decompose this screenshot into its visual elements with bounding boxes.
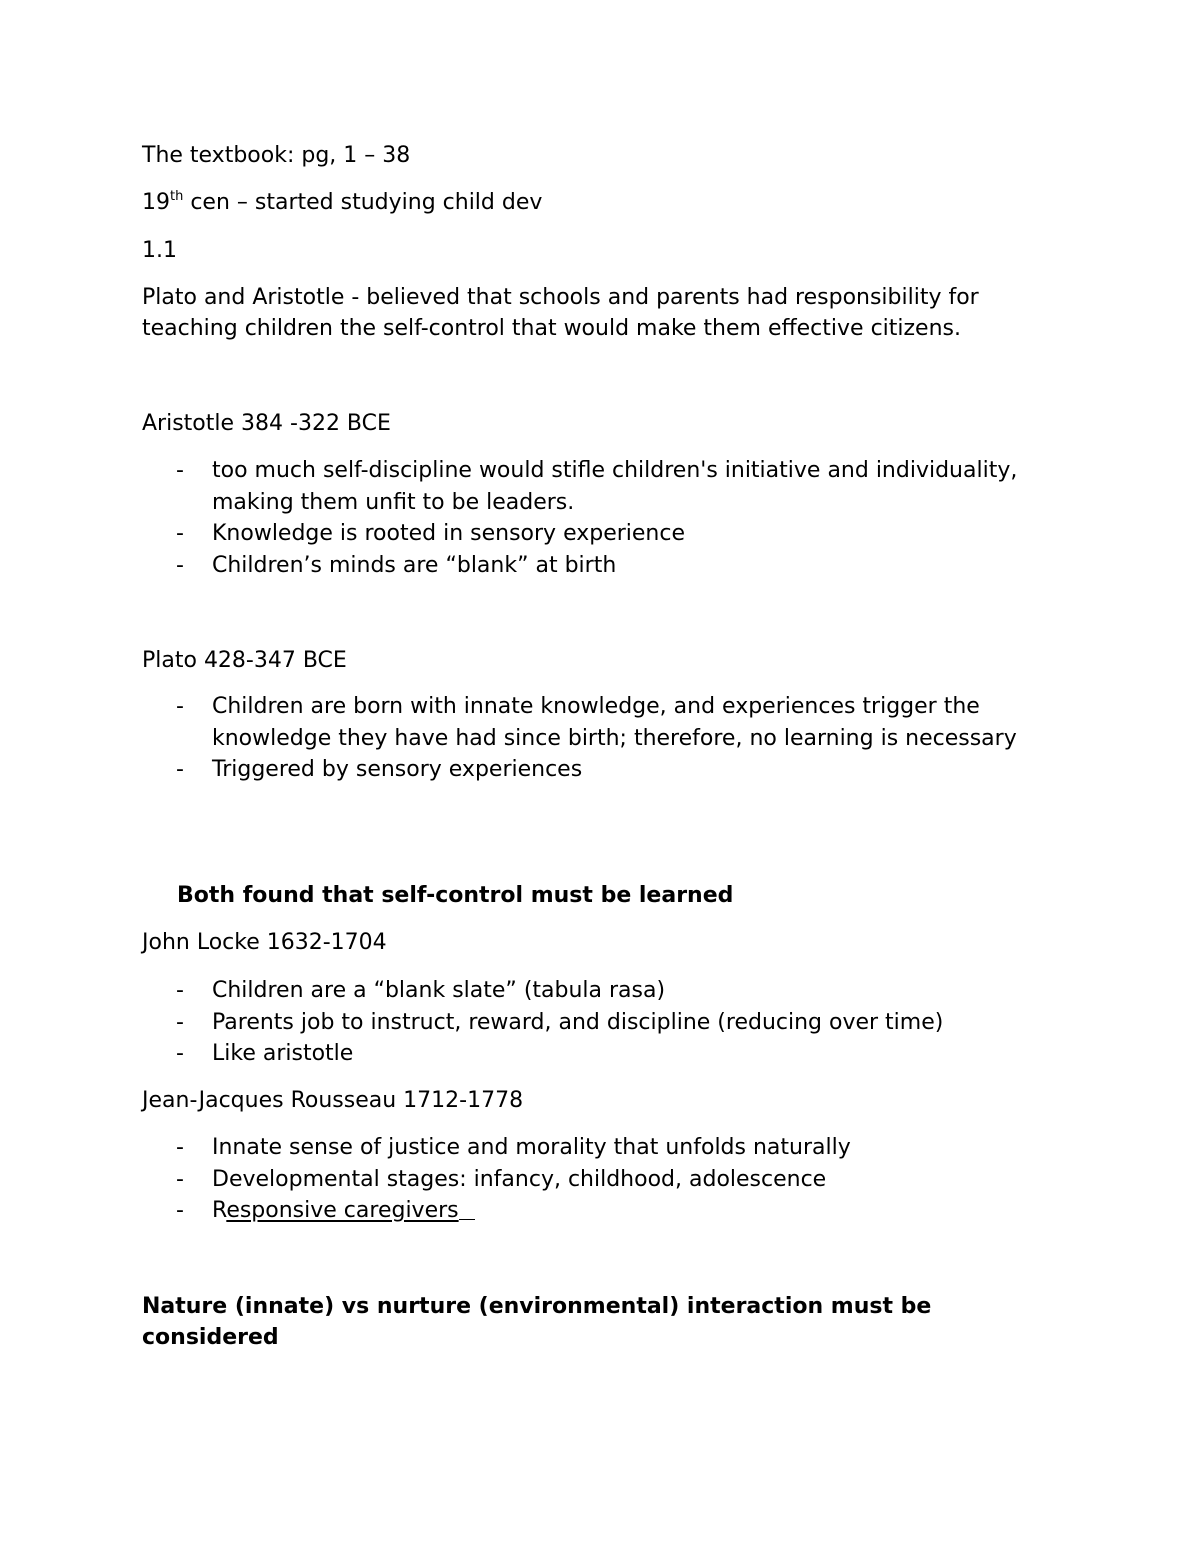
bullet-text-underlined: esponsive caregivers xyxy=(226,1198,459,1223)
section-number: 1.1 xyxy=(142,238,177,263)
rousseau-bullet-list xyxy=(142,1132,1042,1227)
century-superscript: th xyxy=(170,189,184,204)
bullet-dash: - xyxy=(176,1009,184,1035)
conclusion-heading: Nature (innate) vs nurture (environmental) interaction must be considered xyxy=(142,1294,932,1350)
list-item xyxy=(142,1007,1042,1039)
bullet-text-first-letter: R xyxy=(212,1198,227,1223)
plato-heading: Plato 428-347 BCE xyxy=(142,648,347,673)
list-item xyxy=(142,975,1042,1007)
textbook-pages-line: The textbook: pg, 1 – 38 xyxy=(142,143,411,168)
bullet-dash: - xyxy=(176,552,184,578)
list-item xyxy=(142,518,1042,550)
bullet-text: Innate sense of justice and morality that unfolds naturally xyxy=(212,1135,851,1160)
locke-heading: John Locke 1632-1704 xyxy=(142,930,387,955)
list-item xyxy=(142,691,1042,754)
bullet-dash: - xyxy=(176,458,184,483)
list-item xyxy=(142,1132,1042,1164)
bullet-text: Developmental stages: infancy, childhood, adolescence xyxy=(212,1166,827,1192)
bullet-text: Children’s minds are “blank” at birth xyxy=(212,552,617,578)
bullet-text: Triggered by sensory experiences xyxy=(212,757,583,782)
list-item xyxy=(142,1038,1042,1070)
aristotle-bullet-list xyxy=(142,455,1042,581)
list-item xyxy=(142,754,1042,786)
list-item xyxy=(142,1195,1042,1227)
underline-trail xyxy=(459,1197,475,1220)
list-item xyxy=(142,550,1042,582)
bullet-dash: - xyxy=(176,1041,184,1066)
rousseau-heading: Jean-Jacques Rousseau 1712-1778 xyxy=(142,1088,524,1113)
bullet-text: Like aristotle xyxy=(212,1041,354,1066)
locke-bullet-list xyxy=(142,975,1042,1070)
bullet-dash: - xyxy=(176,521,184,546)
bullet-text: too much self-discipline would stifle children's initiative and individuality, making them unfit to be leaders. xyxy=(212,458,1018,515)
century-line xyxy=(142,187,542,218)
bullet-text: Parents job to instruct, reward, and discipline (reducing over time) xyxy=(212,1009,944,1035)
bullet-dash: - xyxy=(176,757,184,782)
century-number: 19 xyxy=(142,190,170,215)
bullet-text: Knowledge is rooted in sensory experience xyxy=(212,521,685,546)
bullet-text: Children are born with innate knowledge, and experiences trigger the knowledge they have had since birth; therefore, no learning is necessary xyxy=(212,694,1017,751)
plato-bullet-list xyxy=(142,691,1042,786)
plato-aristotle-paragraph: Plato and Aristotle - believed that schools and parents had responsibility for teaching children the self-control that would make them effective citizens. xyxy=(142,285,979,341)
bullet-dash: - xyxy=(176,1135,184,1160)
bullet-dash: - xyxy=(176,978,184,1003)
century-text: cen – started studying child dev xyxy=(183,190,543,215)
bullet-dash: - xyxy=(176,694,184,719)
both-found-heading: Both found that self-control must be learned xyxy=(177,883,734,908)
aristotle-heading: Aristotle 384 -322 BCE xyxy=(142,411,391,436)
bullet-dash: - xyxy=(176,1198,184,1223)
bullet-dash: - xyxy=(176,1166,184,1192)
list-item xyxy=(142,455,1042,518)
bullet-text: Children are a “blank slate” (tabula rasa) xyxy=(212,978,666,1003)
list-item xyxy=(142,1164,1042,1196)
